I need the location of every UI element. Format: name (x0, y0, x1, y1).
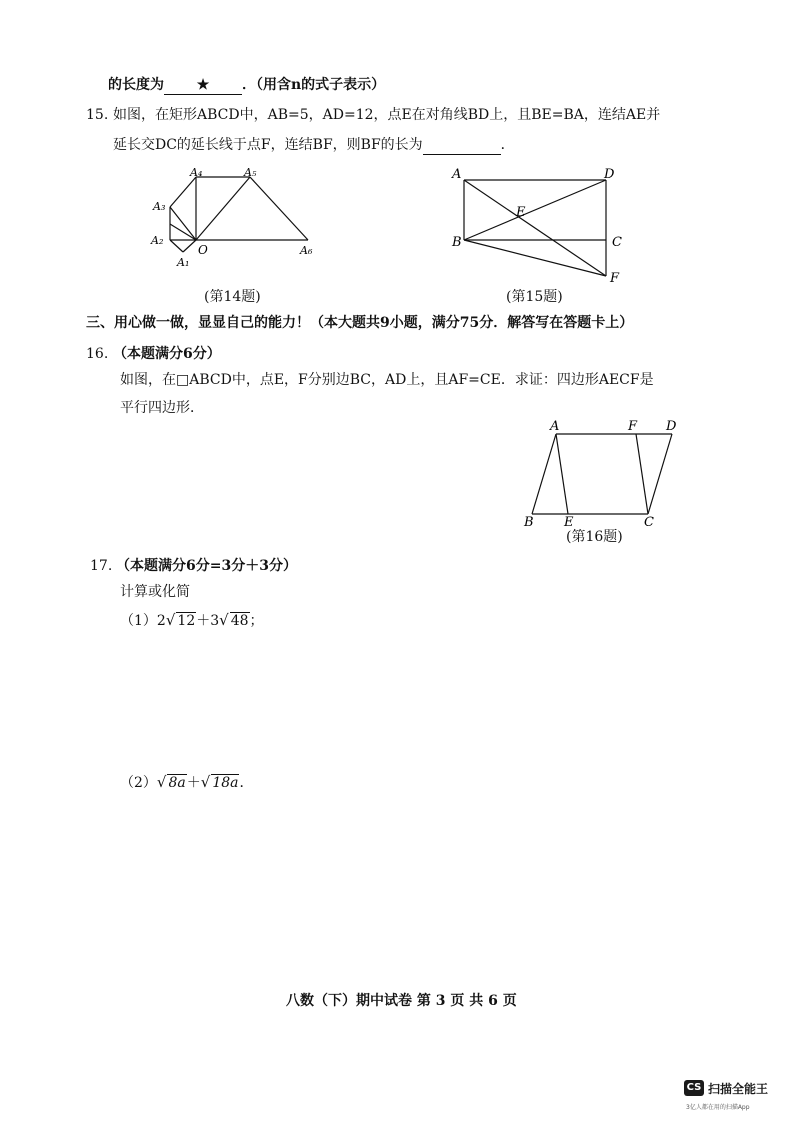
q15-line2 (113, 136, 515, 155)
q17-p2-radicand1: 8a (168, 775, 186, 791)
q17-score: （本题满分6分=3分＋3分） (116, 558, 297, 574)
fig14-label-a6: A₆ (300, 244, 313, 257)
fig15-label-d: D (604, 167, 615, 182)
q14-prefix: 的长度为 (108, 77, 164, 93)
q17-p2-end: ． (239, 775, 254, 791)
fig14-label-a3: A₃ (153, 200, 166, 213)
q16-number: 16. (86, 346, 109, 362)
fig14-label-a2: A₂ (151, 234, 164, 247)
q14-answer-line (108, 76, 385, 95)
radical-icon: √ (200, 773, 211, 791)
q14-answer-blank (164, 76, 242, 95)
fig16-caption: (第16题) (566, 529, 623, 545)
fig16-label-c: C (644, 515, 654, 530)
figure-16 (520, 414, 690, 530)
fig15-label-e: E (516, 205, 526, 220)
fig16-label-d: D (666, 419, 677, 434)
figure-15 (446, 164, 636, 288)
q17-p2-plus: ＋ (186, 775, 201, 791)
fig14-label-a4: A₄ (190, 166, 203, 179)
q17-p1-label: （1） (120, 613, 157, 629)
camscanner-logo-icon: CS (684, 1080, 704, 1096)
q16-line2: 平行四边形． (120, 400, 204, 416)
q17-p2-label: （2） (120, 775, 157, 791)
q15-line1: 如图，在矩形ABCD中，AB=5，AD=12，点E在对角线BD上，且BE=BA，连结AE并 (113, 107, 661, 123)
q17-p1-radicand1: 12 (177, 613, 196, 629)
q15-line2-text: 延长交DC的延长线于点F，连结BF，则BF的长为 (113, 137, 423, 153)
q16-score: （本题满分6分） (113, 346, 221, 362)
radical-icon: √ (156, 773, 167, 791)
star-icon: ★ (196, 77, 210, 93)
figure-14 (140, 164, 330, 274)
fig14-label-o: O (198, 243, 208, 257)
fig14-label-a1: A₁ (177, 256, 190, 269)
radical-icon: √ (165, 611, 176, 629)
fig14-caption: (第14题) (204, 289, 261, 305)
fig15-caption: (第15题) (506, 289, 563, 305)
q17-part2 (120, 773, 253, 792)
q17-instruction: 计算或化简 (120, 584, 190, 600)
q14-suffix: ．（用含n的式子表示） (242, 77, 386, 93)
fig15-label-b: B (452, 235, 462, 250)
q17-p1-coef: 2 (156, 613, 166, 629)
fig15-label-f: F (610, 271, 620, 286)
q17-p1-end: ； (249, 613, 264, 629)
fig14-label-a5: A₅ (244, 166, 257, 179)
q17-p1-plus: ＋3 (196, 613, 220, 629)
radical-icon: √ (219, 611, 229, 629)
fig16-label-e: E (564, 515, 574, 530)
page-footer: 八数（下）期中试卷 第 3 页 共 6 页 (286, 993, 517, 1009)
fig16-label-a: A (550, 419, 560, 434)
camscanner-tagline: 3亿人都在用的扫描App (686, 1104, 750, 1111)
fig16-label-f: F (628, 419, 638, 434)
q15-number: 15. (86, 107, 109, 123)
fig15-label-c: C (612, 235, 622, 250)
q16-line1: 如图，在□ABCD中，点E，F分别边BC，AD上，且AF=CE．求证：四边形AECF是 (120, 372, 654, 388)
q17-part1 (120, 611, 264, 630)
q17-p2-radicand2: 18a (212, 775, 239, 791)
section3-heading: 三、用心做一做，显显自己的能力！（本大题共9小题，满分75分．解答写在答题卡上） (86, 315, 634, 331)
q15-answer-blank (423, 136, 501, 155)
fig15-label-a: A (452, 167, 462, 182)
camscanner-name: 扫描全能王 (708, 1082, 769, 1096)
q15-line2-end: ． (500, 137, 515, 153)
fig16-label-b: B (524, 515, 534, 530)
q17-number: 17. (90, 558, 113, 574)
q17-p1-radicand2: 48 (230, 613, 249, 629)
